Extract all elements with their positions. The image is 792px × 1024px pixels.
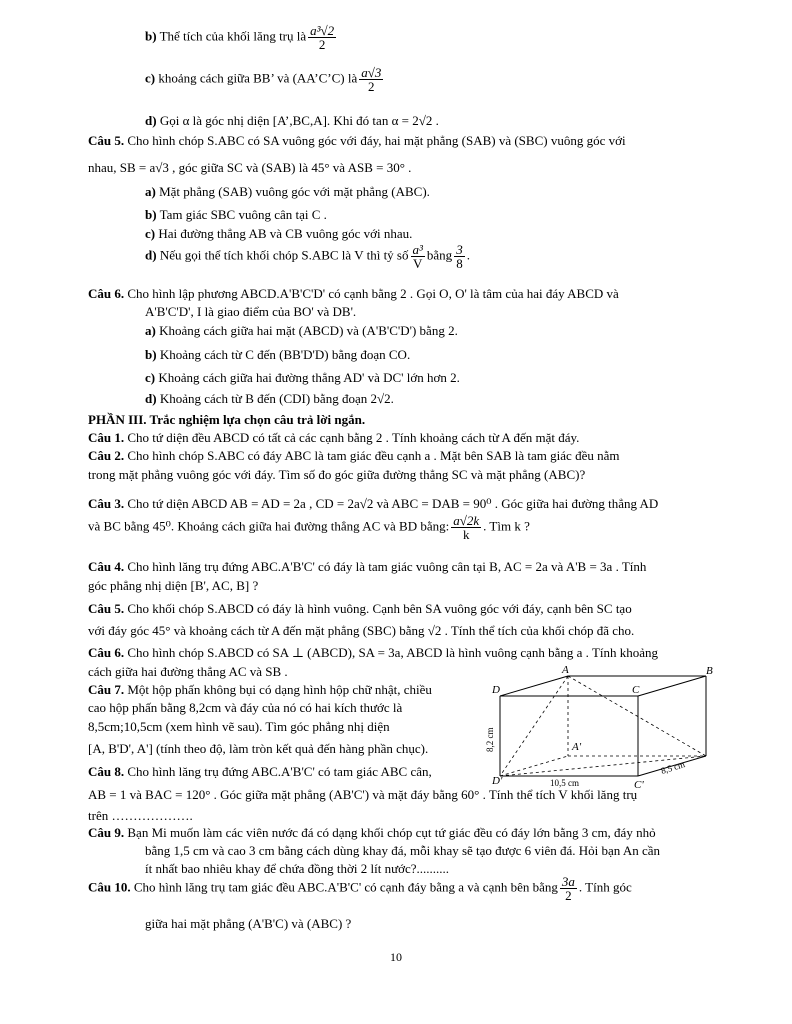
text-run: cách giữa hai đường thẳng AC và SB . xyxy=(88,664,288,679)
text-run: . xyxy=(466,247,470,263)
label-A-prime: A' xyxy=(572,741,582,753)
text-run: Câu 10. Cho hình lăng trụ tam giác đều ABC.A'B'C' có cạnh đáy bằng a và cạnh bên bằng xyxy=(88,879,558,895)
text-run: Câu 2. Cho hình chóp S.ABC có đáy ABC là tam giác đều cạnh a . Mặt bên SAB là tam giác đều nằm xyxy=(88,448,620,463)
text-line xyxy=(88,514,530,541)
text-line xyxy=(88,808,193,824)
text-run: Câu 8. Cho hình lăng trụ đứng ABC.A'B'C' có tam giác ABC cân, xyxy=(88,764,432,779)
fraction-numerator: 3 xyxy=(456,242,463,257)
box-figure xyxy=(485,664,720,791)
text-line xyxy=(88,719,390,735)
text-line xyxy=(88,601,632,617)
text-run: c) Khoảng cách giữa hai đường thẳng AD' và DC' lớn hơn 2. xyxy=(145,370,460,385)
fraction-denominator: V xyxy=(413,256,423,271)
fraction-numerator: 3a xyxy=(561,874,575,889)
text-line xyxy=(145,916,351,932)
label-D-prime: D' xyxy=(492,775,503,787)
text-run: Câu 6. Cho hình lập phương ABCD.A'B'C'D' có cạnh bằng 2 . Gọi O, O' là tâm của hai đáy ABCD và xyxy=(88,286,619,301)
text-run: d) Khoảng cách từ B đến (CDI) bằng đoạn 2√2. xyxy=(145,391,394,406)
text-line xyxy=(88,559,646,575)
label-C-prime: C' xyxy=(634,779,644,791)
text-run: cao hộp phấn bằng 8,2cm và đáy của nó có hai kích thước là xyxy=(88,700,403,715)
fraction xyxy=(560,875,577,902)
text-line xyxy=(88,412,365,428)
text-line xyxy=(88,787,637,803)
text-run: . Tìm k ? xyxy=(483,518,530,534)
text-line xyxy=(145,370,460,386)
fraction xyxy=(308,24,336,51)
text-run: PHẦN III. Trắc nghiệm lựa chọn câu trả lời ngắn. xyxy=(88,412,366,427)
text-run: Câu 5. Cho hình chóp S.ABC có SA vuông góc với đáy, hai mặt phẳng (SAB) và (SBC) vuông góc với xyxy=(88,133,626,148)
text-run: . Tính góc xyxy=(578,879,632,895)
text-line xyxy=(88,682,432,698)
text-line xyxy=(145,391,394,407)
text-run: Câu 4. Cho hình lăng trụ đứng ABC.A'B'C' có đáy là tam giác vuông cân tại B, AC = 2a và A'B = 3a . Tính xyxy=(88,559,647,574)
text-line xyxy=(145,24,338,51)
text-run: trên ………………. xyxy=(88,808,193,823)
text-run: c) Hai đường thẳng AB và CB vuông góc với nhau. xyxy=(145,226,413,241)
text-line xyxy=(145,207,327,223)
text-run: b) Thể tích của khối lăng trụ là xyxy=(145,28,307,44)
text-run: bằng xyxy=(426,247,453,263)
text-line xyxy=(145,113,439,129)
text-run: d) Nếu gọi thể tích khối chóp S.ABC là V thì tỷ số xyxy=(145,247,409,263)
text-line xyxy=(88,623,634,639)
text-run: a) Mặt phẳng (SAB) vuông góc với mặt phẳng (ABC). xyxy=(145,184,430,199)
fraction-numerator: a³ xyxy=(412,242,423,257)
label-D: D xyxy=(492,684,500,696)
text-line xyxy=(145,843,660,859)
text-run: ít nhất bao nhiêu khay để chứa đồng thời 2 lít nước?.......... xyxy=(145,861,450,876)
width-label: 8,5 cm xyxy=(659,759,687,776)
text-line xyxy=(88,430,579,446)
text-run: Câu 5. Cho khối chóp S.ABCD có đáy là hình vuông. Cạnh bên SA vuông góc với đáy, cạnh bên SC tạo xyxy=(88,601,632,616)
label-C: C xyxy=(632,684,640,696)
text-line xyxy=(88,741,428,757)
text-run: Câu 6. Cho hình chóp S.ABCD có SA ⊥ (ABCD), SA = 3a, ABCD là hình vuông cạnh bằng a . Tính khoảng xyxy=(88,645,659,660)
label-B: B xyxy=(706,665,713,677)
text-run: a) Khoảng cách giữa hai mặt (ABCD) và (A'B'C'D') bằng 2. xyxy=(145,323,458,338)
text-line xyxy=(145,226,412,242)
text-line xyxy=(88,496,658,512)
fraction-denominator: 2 xyxy=(318,37,326,52)
fraction xyxy=(411,243,425,270)
fraction xyxy=(359,66,383,93)
text-run: [A, B'D', A'] (tính theo độ, làm tròn kết quả đến hàng phần chục). xyxy=(88,741,429,756)
text-run: và BC bằng 45⁰. Khoảng cách giữa hai đường thẳng AC và BD bằng: xyxy=(88,518,450,534)
text-line xyxy=(88,875,632,902)
text-run: Câu 7. Một hộp phấn không bụi có dạng hình hộp chữ nhật, chiều xyxy=(88,682,432,697)
text-run: bằng 1,5 cm và cao 3 cm bằng cách dùng khay đá, mỗi khay sẽ tạo được 6 viên đá. Hỏi bạn An cần xyxy=(145,843,660,858)
text-line xyxy=(88,286,619,302)
length-label: 10,5 cm xyxy=(550,778,579,788)
fraction xyxy=(451,514,481,541)
text-run: Câu 9. Bạn Mi muốn làm các viên nước đá có dạng khối chóp cụt tứ giác đều có đáy lớn bằng 3 cm, đáy nhỏ xyxy=(88,825,656,840)
text-line xyxy=(88,578,258,594)
text-run: 8,5cm;10,5cm (xem hình vẽ sau). Tìm góc phẳng nhị diện xyxy=(88,719,390,734)
text-line xyxy=(145,243,470,270)
text-line xyxy=(145,184,430,200)
page-number: 10 xyxy=(390,950,402,964)
text-run: giữa hai mặt phẳng (A'B'C) và (ABC) ? xyxy=(145,916,352,931)
label-A: A xyxy=(562,664,569,676)
fraction-denominator: k xyxy=(462,527,470,542)
fraction-denominator: 2 xyxy=(565,888,572,903)
text-run: Câu 1. Cho tứ diện đều ABCD có tất cả các cạnh bằng 2 . Tính khoảng cách từ A đến mặt đáy. xyxy=(88,430,580,445)
height-label: 8,2 cm xyxy=(485,727,495,752)
text-run: c) khoảng cách giữa BB’ và (AA’C’C) là xyxy=(145,70,358,86)
text-line xyxy=(145,347,410,363)
text-line xyxy=(145,304,356,320)
text-line xyxy=(88,645,658,661)
text-run: d) Gọi α là góc nhị diện [A’,BC,A]. Khi đó tan α = 2√2 . xyxy=(145,113,439,128)
text-run: trong mặt phẳng vuông góc với đáy. Tìm số đo góc giữa đường thẳng SC và mặt phẳng (ABC)? xyxy=(88,467,586,482)
text-run: Câu 3. Cho tứ diện ABCD AB = AD = 2a , CD = 2a√2 và ABC = DAB = 90⁰ . Góc giữa hai đường thẳng AD xyxy=(88,496,659,511)
text-line xyxy=(88,664,288,680)
fraction-numerator: a√3 xyxy=(361,65,382,80)
text-line xyxy=(88,133,626,149)
text-line xyxy=(88,448,619,464)
fraction-numerator: a√2k xyxy=(453,513,480,528)
text-run: với đáy góc 45° và khoảng cách từ A đến mặt phẳng (SBC) bằng √2 . Tính thể tích của khối chóp đã cho. xyxy=(88,623,635,638)
text-run: b) Khoảng cách từ C đến (BB'D'D) bằng đoạn CO. xyxy=(145,347,411,362)
text-run: góc phẳng nhị diện [B', AC, B] ? xyxy=(88,578,259,593)
fraction xyxy=(454,243,465,270)
text-line xyxy=(145,323,458,339)
text-run: nhau, SB = a√3 , góc giữa SC và (SAB) là 45° và ASB = 30° . xyxy=(88,160,412,175)
text-line xyxy=(88,160,411,176)
fraction-denominator: 8 xyxy=(456,256,463,271)
text-line xyxy=(145,66,385,93)
fraction-denominator: 2 xyxy=(368,79,375,94)
text-run: b) Tam giác SBC vuông cân tại C . xyxy=(145,207,327,222)
text-run: A'B'C'D', I là giao điểm của BO' và DB'. xyxy=(145,304,357,319)
fraction-numerator: a³√2 xyxy=(310,23,335,38)
text-line xyxy=(88,825,656,841)
text-line xyxy=(88,467,585,483)
text-line xyxy=(88,700,402,716)
text-run: AB = 1 và BAC = 120° . Góc giữa mặt phẳng (AB'C') và mặt đáy bằng 60° . Tính thể tích V khối lăng trụ xyxy=(88,787,638,802)
text-line xyxy=(88,764,432,780)
